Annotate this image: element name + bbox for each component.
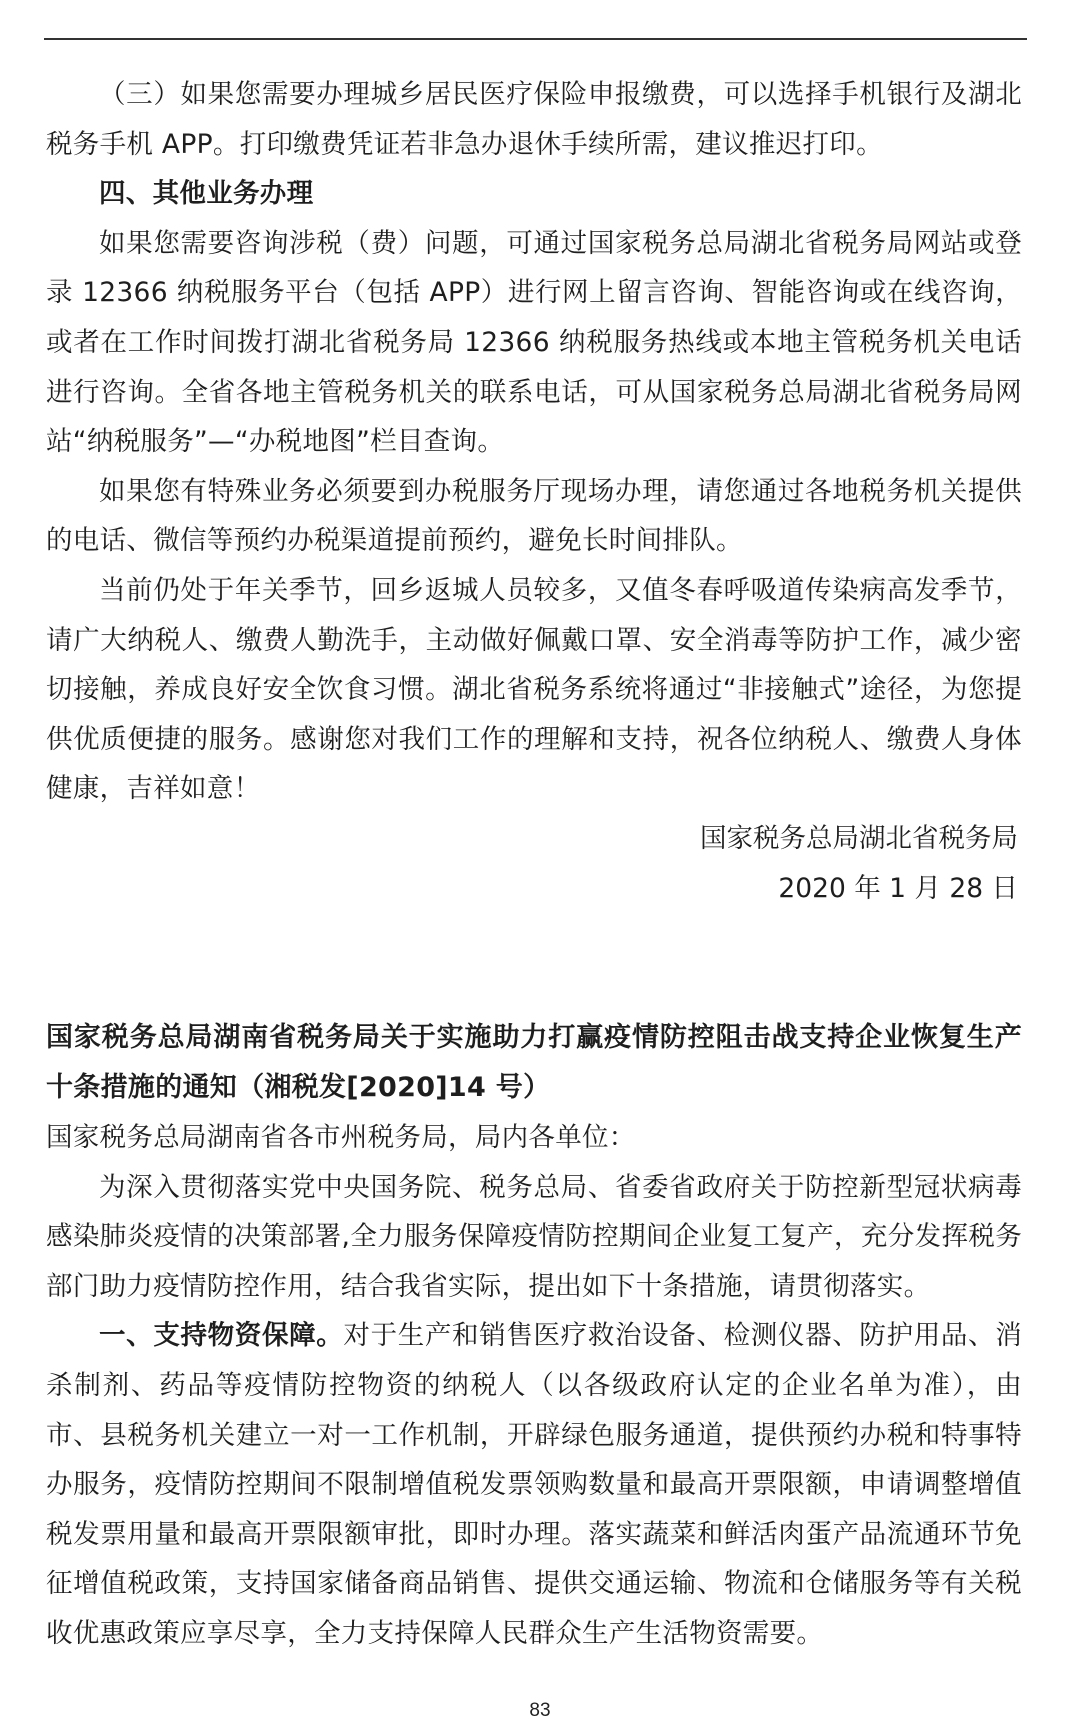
document-page	[46, 70, 1022, 1659]
notice-intro-paragraph: 为深入贯彻落实党中央国务院、税务总局、省委省政府关于防控新型冠状病毒感染肺炎疫情的决策部署,全力服务保障疫情防控期间企业复工复产，充分发挥税务部门助力疫情防控作用，结合我省实际，提出如下十条措施，请贯彻落实。	[46, 1171, 1022, 1302]
page-number: 83	[529, 1700, 551, 1721]
measure-1-heading: 一、支持物资保障。	[99, 1320, 344, 1352]
section-gap	[46, 913, 1022, 1013]
consultation-paragraph: 如果您需要咨询涉税（费）问题，可通过国家税务总局湖北省税务局网站或登录 12366 纳税服务平台（包括 APP）进行网上留言咨询、智能咨询或在线咨询，或者在工作时间拨打湖北省税务局 12366 纳税服务热线或本地主管税务机关电话进行咨询。全省各地主管税务机关的联系电话，可从国家税务总局湖北省税务局网站“纳税服务”—“办税地图”栏目查询。	[46, 227, 1022, 458]
appointment-paragraph: 如果您有特殊业务必须要到办税服务厅现场办理，请您通过各地税务机关提供的电话、微信等预约办税渠道提前预约，避免长时间排队。	[46, 475, 1022, 557]
signature-organization: 国家税务总局湖北省税务局	[700, 822, 1018, 854]
signature-date: 2020 年 1 月 28 日	[778, 872, 1018, 904]
measure-1-body: 对于生产和销售医疗救治设备、检测仪器、防护用品、消杀制剂、药品等疫情防控物资的纳税人（以各级政府认定的企业名单为准），由市、县税务机关建立一对一工作机制，开辟绿色服务通道，提供预约办税和特事特办服务，疫情防控期间不限制增值税发票领购数量和最高开票限额，申请调整增值税发票用量和最高开票限额审批，即时办理。落实蔬菜和鲜活肉蛋产品流通环节免征增值税政策，支持国家储备商品销售、提供交通运输、物流和仓储服务等有关税收优惠政策应享尽享，全力支持保障人民群众生产生活物资需要。	[46, 1320, 1023, 1650]
health-reminder-paragraph: 当前仍处于年关季节，回乡返城人员较多，又值冬春呼吸道传染病高发季节，请广大纳税人、缴费人勤洗手，主动做好佩戴口罩、安全消毒等防护工作，减少密切接触，养成良好安全饮食习惯。湖北省税务系统将通过“非接触式”途径，为您提供优质便捷的服务。感谢您对我们工作的理解和支持，祝各位纳税人、缴费人身体健康，吉祥如意！	[46, 574, 1022, 805]
top-divider-line	[44, 38, 1027, 40]
notice-title: 国家税务总局湖南省税务局关于实施助力打赢疫情防控阻击战支持企业恢复生产十条措施的通知（湘税发[2020]14 号）	[46, 1022, 1022, 1104]
notice-addressee: 国家税务总局湖南省各市州税务局，局内各单位：	[46, 1122, 636, 1154]
measure-1-paragraph	[46, 1311, 1022, 1658]
section-4-heading: 四、其他业务办理	[99, 178, 314, 210]
item-3-paragraph: （三）如果您需要办理城乡居民医疗保险申报缴费，可以选择手机银行及湖北税务手机 APP。打印缴费凭证若非急办退休手续所需，建议推迟打印。	[46, 79, 1022, 160]
